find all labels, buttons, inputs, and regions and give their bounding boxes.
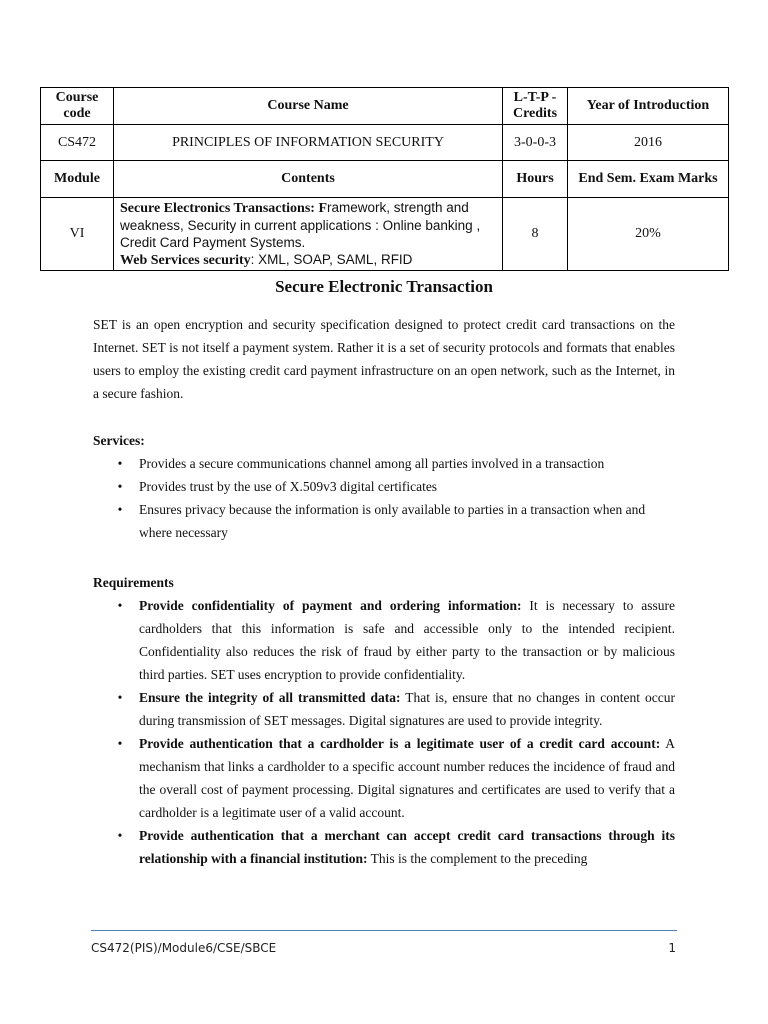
bullet-icon: •	[117, 736, 123, 751]
header-contents: Contents	[114, 161, 503, 198]
document-title: Secure Electronic Transaction	[275, 277, 493, 296]
contents-bold-1: Secure Electronics Transactions: F	[120, 201, 327, 216]
footer-divider	[91, 930, 677, 931]
requirement-bold: Provide authentication that a merchant can accept credit card transactions through its relationship with a financial institution:	[139, 828, 675, 866]
header-year-of-introduction: Year of Introduction	[568, 88, 729, 125]
list-item	[93, 686, 675, 732]
bullet-icon: •	[117, 690, 123, 705]
bullet-icon: •	[117, 502, 123, 517]
header-ltp-credits: L-T-P - Credits	[503, 88, 568, 125]
header-course-name: Course Name	[114, 88, 503, 125]
course-table-header-row	[41, 88, 729, 125]
cell-module: VI	[41, 198, 114, 271]
cell-course-code: CS472	[41, 125, 114, 161]
requirement-bold: Provide confidentiality of payment and ordering information:	[139, 598, 522, 613]
bullet-icon: •	[117, 479, 123, 494]
module-table-header-row	[41, 161, 729, 198]
module-table-row	[41, 198, 729, 271]
contents-bold-2: Web Services security	[120, 253, 251, 268]
course-table-row	[41, 125, 729, 161]
cell-year: 2016	[568, 125, 729, 161]
header-hours: Hours	[503, 161, 568, 198]
list-item	[93, 732, 675, 824]
requirement-text: It is necessary to assure cardholders that this information is safe and accessible only to the intended recipient. Confidentiality also reduces the risk of fraud by either party to the transaction or by malicious third parties. SET uses encryption to provide confidentiality.	[139, 598, 675, 682]
list-item	[93, 498, 675, 544]
service-item-text: Provides a secure communications channel among all parties involved in a transaction	[139, 456, 605, 471]
contents-text-2: : XML, SOAP, SAML, RFID	[250, 252, 413, 267]
service-item-text: Provides trust by the use of X.509v3 digital certificates	[139, 479, 438, 494]
header-course-code: Course code	[41, 88, 114, 125]
course-info-table	[40, 87, 729, 271]
list-item	[93, 824, 675, 870]
cell-contents	[114, 198, 503, 271]
list-item	[93, 594, 675, 686]
service-item-text: Ensures privacy because the information is only available to parties in a transaction when and where necessary	[139, 502, 646, 540]
header-end-sem-marks: End Sem. Exam Marks	[568, 161, 729, 198]
cell-course-name: PRINCIPLES OF INFORMATION SECURITY	[114, 125, 503, 161]
cell-ltp-credits: 3-0-0-3	[503, 125, 568, 161]
requirement-bold: Provide authentication that a cardholder is a legitimate user of a credit card account:	[139, 736, 661, 751]
bullet-icon: •	[117, 598, 123, 613]
requirement-text: This is the complement to the preceding	[367, 851, 588, 866]
contents-text-1: ramework, strength and weakness, Security in current applications : Online banking , Credit Card Payment Systems.	[120, 200, 481, 250]
requirement-bold: Ensure the integrity of all transmitted data:	[139, 690, 401, 705]
services-heading: Services:	[93, 433, 145, 448]
footer-course-reference: CS472(PIS)/Module6/CSE/SBCE	[91, 941, 277, 955]
requirement-text: That is, ensure that no changes in content occur during transmission of SET messages. Digital signatures are used to provide integrity.	[139, 690, 675, 728]
cell-hours: 8	[503, 198, 568, 271]
requirements-heading: Requirements	[93, 575, 174, 590]
bullet-icon: •	[117, 456, 123, 471]
list-item	[93, 475, 675, 498]
intro-paragraph: SET is an open encryption and security specification designed to protect credit card transactions on the Internet. SET is not itself a payment system. Rather it is a set of security protocols and formats that enables users to employ the existing credit card payment infrastructure on an open network, such as the Internet, in a secure fashion.	[93, 317, 675, 401]
page-number: 1	[668, 941, 676, 955]
header-module: Module	[41, 161, 114, 198]
list-item	[93, 452, 675, 475]
bullet-icon: •	[117, 828, 123, 843]
services-list	[93, 452, 675, 544]
requirement-text: A mechanism that links a cardholder to a specific account number reduces the incidence of fraud and the overall cost of payment processing. Digital signatures and certificates are used to verify that a cardholder is a legitimate user of a valid account.	[139, 736, 675, 820]
requirements-list	[93, 594, 675, 870]
cell-marks: 20%	[568, 198, 729, 271]
